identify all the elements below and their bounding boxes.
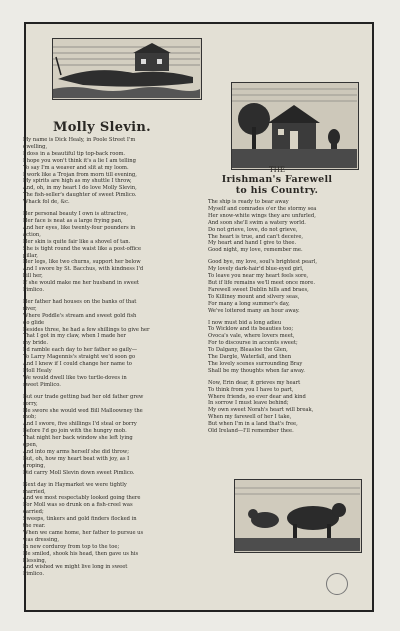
- lyric-line: Her skin is quite fair like a shovel of tan.: [23, 238, 131, 245]
- stanza: [23, 211, 181, 294]
- lyric-line: The fish-seller's daughter of sweet Pimlico.: [23, 192, 137, 199]
- lyric-line: And I swore, five shillings I'd steal or borry: [23, 421, 137, 428]
- woodcut-ship-image: [52, 38, 202, 100]
- lyric-line: kill her,: [23, 273, 43, 280]
- song-title-irishmans-farewell: [208, 174, 346, 196]
- lyric-line: Myself and comrades o'er the stormy sea: [208, 205, 317, 212]
- lyric-line: sweet Pimlico.: [23, 381, 61, 388]
- woodcut-cottage-image: [231, 82, 359, 170]
- song-title-molly-slevin: Molly Slevin.: [53, 120, 151, 135]
- lyric-line: That I got in my claw, when I made her: [23, 333, 126, 340]
- lyric-line: I now must bid a long adieu: [208, 319, 282, 326]
- lyric-line: Ovoca's vale, where lovers meet,: [208, 333, 295, 340]
- stanza: [23, 299, 181, 389]
- lyric-line: We've loitered many an hour away.: [208, 307, 300, 314]
- woodcut-animals-image: [234, 479, 362, 553]
- lyric-line: And we most respectably looked going there: [23, 495, 141, 502]
- lyric-line: To say I'm a weaver and slit at my loom.: [23, 164, 129, 171]
- lyric-line: But, oh, how my heart beat with joy, as I: [23, 455, 130, 462]
- lyric-line: carried;: [23, 509, 44, 516]
- lyric-line: To Killiney mount and silvery seas,: [208, 293, 300, 300]
- lyric-line: My own sweet Norah's heart will break,: [208, 407, 314, 414]
- molly-slevin-lyrics: [23, 137, 181, 578]
- molly-slevin-song: [23, 120, 181, 583]
- lyric-line: But when I'm in a land that's free,: [208, 421, 298, 428]
- stanza: [23, 137, 181, 206]
- lyric-line: If she would make me her husband in sweet: [23, 280, 139, 287]
- lyric-line: My lovely dark-hair'd blue-eyed girl,: [208, 266, 304, 273]
- lyric-line: Old Ireland—I'll remember thee.: [208, 428, 294, 435]
- lyric-line: I doss in a beautiful tip top-back room.: [23, 150, 126, 157]
- lyric-line: married,: [23, 488, 46, 495]
- lyric-line: To Dalgany, Bleasloe the Glen,: [208, 347, 288, 354]
- lyric-line: Good night, my love, remember me.: [208, 247, 303, 254]
- lyric-line: my bride.: [23, 340, 48, 347]
- lyric-line: The ship is ready to bear away: [208, 199, 289, 205]
- lyric-line: In new corduroy from top to the toe;: [23, 543, 120, 550]
- lyric-line: Shall be my thoughts when far away.: [208, 367, 305, 374]
- stanza: [23, 482, 181, 579]
- lyric-line: He swore she would wed Bill Malloowney the: [23, 407, 143, 414]
- lyric-line: And soon she'll swim a watery world.: [208, 219, 306, 226]
- lyric-line: Whack fol de, &c.: [23, 199, 70, 206]
- lyric-line: And wished we might live long in sweet: [23, 564, 128, 571]
- lyric-line: To Wicklow and its beauties too;: [208, 326, 294, 333]
- lyric-line: When my farewell of her I take,: [208, 414, 292, 421]
- song-title-line-2: to his Country.: [235, 185, 319, 196]
- lyric-line: Good bye, my love, soul's brightest pearl,: [208, 259, 318, 266]
- lyric-line: Besides three, he had a few shillings to give her: [23, 326, 150, 333]
- lyric-line: Where friends, so ever dear and kind: [208, 393, 306, 400]
- lyric-line: But our trade getting bad her old father grew: [23, 393, 144, 400]
- lyric-line: The Dargle, Waterfall, and then: [208, 354, 292, 361]
- lyric-line: Her legs, like two churns, support her below: [23, 259, 141, 266]
- lyric-line: And her eyes, like twenty-four pounders in: [23, 224, 136, 231]
- lyric-line: Her snow-white wings they are unfurled,: [208, 212, 316, 219]
- lyric-line: dwelling,: [23, 143, 48, 150]
- lyric-line: groping,: [23, 462, 46, 469]
- lyric-line: The heart is true, and can't deceive,: [208, 233, 304, 240]
- lyric-line: Farewell sweet Dublin hills and braes,: [208, 286, 309, 293]
- lyric-line: And, oh, in my heart I do love Molly Slevin,: [23, 185, 137, 192]
- lyric-line: Where Poddle's stream and sweet gold fish: [23, 312, 137, 319]
- irishmans-farewell-lyrics: [208, 199, 346, 435]
- lyric-line: We would dwell like two turtle-doves in: [23, 374, 127, 381]
- lyric-line: For Moll was so drunk on a fish-creel was: [23, 502, 133, 509]
- lyric-line: Sweeps, tinkers and gold finders flocked in: [23, 516, 137, 523]
- lyric-line: The lovely scenes surrounding Bray: [208, 360, 303, 367]
- lyric-line: mob;: [23, 414, 37, 421]
- stanza: [208, 259, 346, 314]
- lyric-line: When we came home, her father to pursue us: [23, 529, 144, 536]
- irishmans-farewell-song: [208, 166, 346, 440]
- lyric-line: Moll Healy: [23, 368, 52, 374]
- lyric-line: He smiled, shook his head, then gave us his: [23, 550, 139, 557]
- lyric-line: Her personal beauty I own is attractive,: [23, 211, 128, 218]
- lyric-line: was dressing,: [23, 536, 60, 543]
- lyric-line: Pimlico.: [23, 287, 44, 294]
- lyric-line: To think from you I have to part,: [208, 386, 294, 393]
- stanza: [208, 199, 346, 254]
- song-title-line-1: Irishman's Farewell: [221, 174, 333, 185]
- song-title-prefix: THE: [269, 166, 285, 174]
- stanza: [208, 380, 346, 435]
- lyric-line: But if life remains we'll meet once more.: [208, 279, 315, 286]
- lyric-line: To Larry Magennis's straight we'd soon go: [23, 354, 136, 361]
- lyric-line: Before I'd go join with the hungry mob.: [23, 428, 127, 435]
- lyric-line: I'd ramble each day to her father so gaily—: [23, 347, 138, 354]
- lyric-line: the rear.: [23, 523, 46, 530]
- lyric-line: sorry,: [23, 400, 38, 407]
- lyric-line: My spirits are high as my shuttle I throw,: [23, 178, 132, 185]
- lyric-line: pillar,: [23, 252, 38, 259]
- lyric-line: For to discourse in accents sweet;: [208, 340, 298, 347]
- lyric-line: And I knew if I could change her name to: [23, 361, 132, 368]
- lyric-line: I hope you won't think it's a lie I am telling: [23, 157, 136, 164]
- lyric-line: For many a long summer's day,: [208, 300, 290, 307]
- lyric-line: My heart and hand I give to thee.: [208, 240, 297, 247]
- lyric-line: Pimlico.: [23, 571, 44, 578]
- lyric-line: action,: [23, 231, 41, 238]
- lyric-line: Next day in Haymarket we were tightly: [23, 481, 127, 488]
- lyric-line: Do not grieve, love, do not grieve,: [208, 226, 298, 233]
- lyric-line: Did carry Moll Slevin down sweet Pimlico.: [23, 469, 135, 476]
- lyric-line: Her face is neat as a large frying pan,: [23, 217, 123, 224]
- lyric-line: To leave you near my heart feels sore,: [208, 273, 309, 280]
- stanza: [208, 320, 346, 375]
- lyric-line: Now, Erin dear, it grieves my heart: [208, 379, 301, 386]
- lyric-line: She is tight round the waist like a post-office: [23, 245, 142, 252]
- lyric-line: My name is Dick Healy, in Poole Street I'm: [23, 137, 136, 143]
- lyric-line: That night her back window she left lying: [23, 435, 133, 442]
- lyric-line: do glide: [23, 319, 45, 326]
- lyric-line: blessing,: [23, 557, 47, 564]
- stanza: [23, 394, 181, 477]
- lyric-line: And into my arms herself she did throw;: [23, 448, 129, 455]
- lyric-line: I work like a Trojan from morn till evening,: [23, 171, 137, 178]
- library-stamp-icon: [326, 573, 348, 595]
- lyric-line: Her father had houses on the banks of that: [23, 298, 137, 305]
- lyric-line: And I swore by St. Bacchus, with kindness I'd: [23, 266, 144, 273]
- lyric-line: In sorrow I must leave behind;: [208, 400, 289, 407]
- lyric-line: river,: [23, 305, 37, 312]
- lyric-line: open,: [23, 442, 38, 449]
